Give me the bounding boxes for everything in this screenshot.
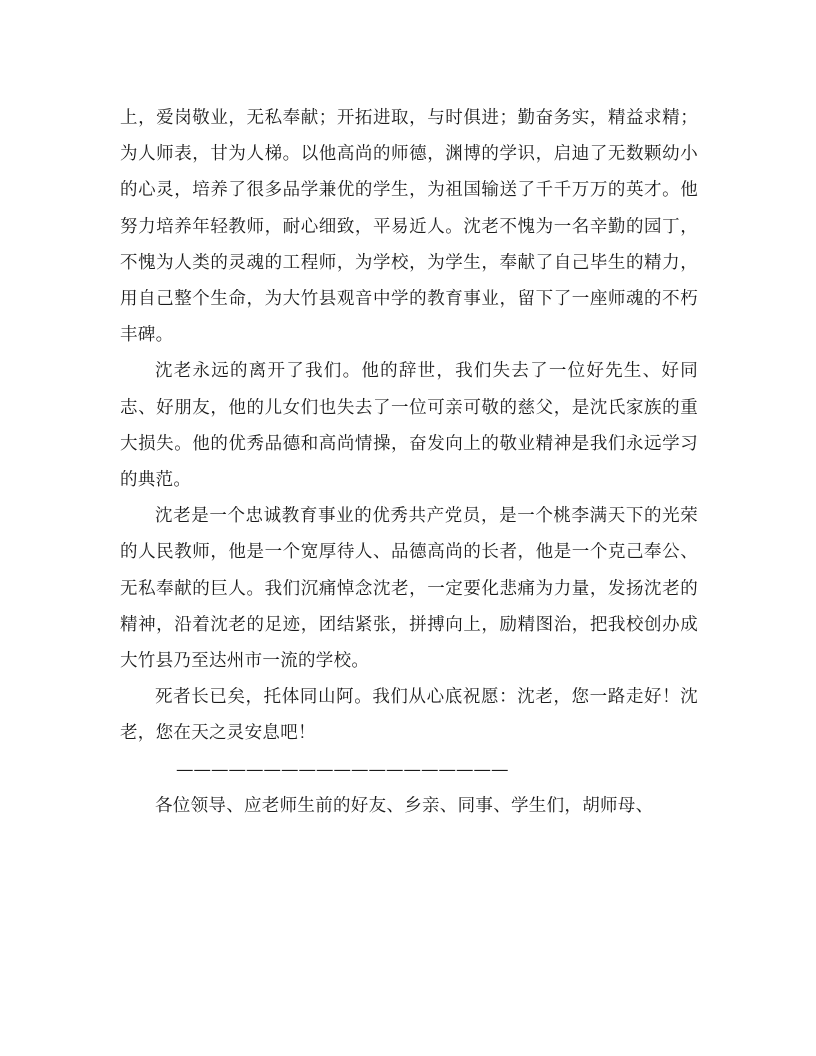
document-body <box>120 100 698 824</box>
paragraph-opening-address: 各位领导、应老师生前的好友、乡亲、同事、学生们，胡师母、 <box>155 795 654 816</box>
section-divider: ——————————————————— <box>176 759 509 780</box>
paragraph-loss: 沈老永远的离开了我们。他的辞世，我们失去了一位好先生、好同志、好朋友，他的儿女们也失去了一位可亲可敬的慈父，是沈氏家族的重大损失。他的优秀品德和高尚情操，奋发向上的敬业精神是我们永远学习的典范。 <box>120 361 698 491</box>
paragraph-farewell: 死者长已矣，托体同山阿。我们从心底祝愿：沈老，您一路走好！沈老，您在天之灵安息吧！ <box>120 687 698 744</box>
paragraph-tribute-virtues: 上，爱岗敬业，无私奉献；开拓进取，与时俱进；勤奋务实，精益求精；为人师表，甘为人梯。以他高尚的师德，渊博的学识，启迪了无数颗幼小的心灵，培养了很多品学兼优的学生，为祖国输送了千千万万的英才。他努力培养年轻教师，耐心细致，平易近人。沈老不愧为一名辛勤的园丁，不愧为人类的灵魂的工程师，为学校，为学生，奉献了自己毕生的精力，用自己整个生命，为大竹县观音中学的教育事业，留下了一座师魂的不朽丰碑。 <box>120 108 698 346</box>
paragraph-legacy: 沈老是一个忠诚教育事业的优秀共产党员，是一个桃李满天下的光荣的人民教师，他是一个宽厚待人、品德高尚的长者，他是一个克己奉公、无私奉献的巨人。我们沉痛悼念沈老，一定要化悲痛为力量，发扬沈老的精神，沿着沈老的足迹，团结紧张，拼搏向上，励精图治，把我校创办成大竹县乃至达州市一流的学校。 <box>120 506 698 672</box>
